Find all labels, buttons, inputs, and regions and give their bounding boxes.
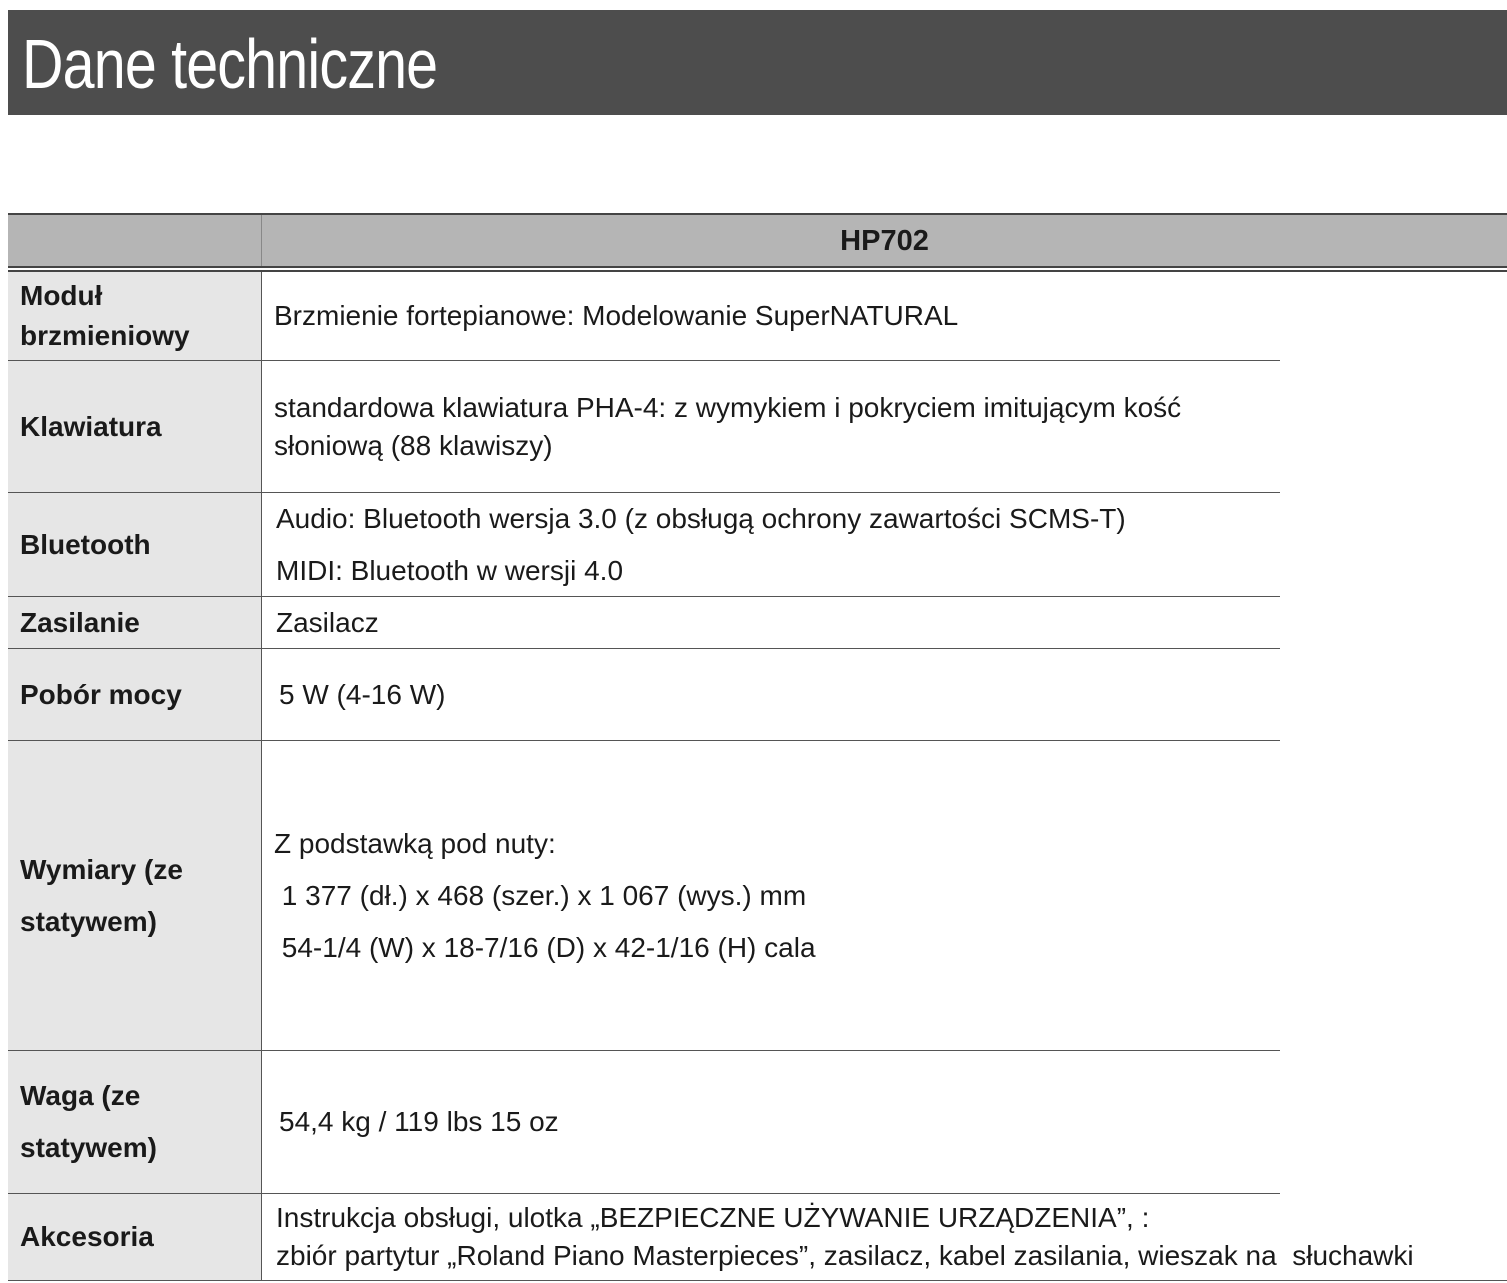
value-line: Z podstawką pod nuty: bbox=[274, 827, 556, 859]
value-line: 54,4 kg / 119 lbs 15 oz bbox=[279, 1106, 559, 1137]
row-label-cell bbox=[8, 1194, 262, 1280]
table-row bbox=[8, 493, 1280, 597]
value-line: 5 W (4-16 W) bbox=[279, 678, 446, 710]
row-value bbox=[274, 818, 816, 974]
value-line: słoniową (88 klawiszy) bbox=[274, 429, 553, 461]
row-value bbox=[279, 1096, 559, 1148]
model-name: HP702 bbox=[840, 225, 929, 257]
row-label-cell bbox=[8, 741, 262, 1050]
row-value bbox=[274, 290, 958, 342]
table-row bbox=[8, 741, 1280, 1051]
value-line: 54-1/4 (W) x 18-7/16 (D) x 42-1/16 (H) cala bbox=[274, 931, 816, 963]
row-label-cell bbox=[8, 493, 262, 596]
row-value bbox=[276, 597, 379, 649]
row-label: Pobór mocy bbox=[20, 678, 182, 710]
value-line: Instrukcja obsługi, ulotka „BEZPIECZNE UŻYWANIE URZĄDZENIA”, : bbox=[276, 1202, 1150, 1233]
row-label-cell bbox=[8, 1051, 262, 1193]
row-label-cell bbox=[8, 272, 262, 360]
value-line: standardowa klawiatura PHA-4: z wymykiem i pokryciem imitującym kość bbox=[274, 391, 1182, 423]
row-label: Zasilanie bbox=[20, 606, 140, 638]
row-label: Waga (ze statywem) bbox=[20, 1080, 157, 1163]
value-line: Audio: Bluetooth wersja 3.0 (z obsługą ochrony zawartości SCMS-T) bbox=[276, 502, 1126, 534]
row-label: Moduł brzmieniowy bbox=[20, 280, 190, 351]
table-row bbox=[8, 1051, 1280, 1194]
value-line: zbiór partytur „Roland Piano Masterpieces”, zasilacz, kabel zasilania, wieszak na słuchawki bbox=[276, 1240, 1414, 1271]
row-label-cell bbox=[8, 597, 262, 648]
table-row bbox=[8, 1194, 1507, 1281]
table-header bbox=[8, 213, 1507, 268]
page-title: Dane techniczne bbox=[22, 25, 438, 103]
title-bar bbox=[8, 10, 1507, 115]
row-label: Klawiatura bbox=[20, 410, 162, 442]
table-row bbox=[8, 361, 1280, 493]
row-value bbox=[276, 1199, 1414, 1275]
row-label-cell bbox=[8, 361, 262, 492]
value-line: MIDI: Bluetooth w wersji 4.0 bbox=[276, 554, 624, 586]
value-line: 1 377 (dł.) x 468 (szer.) x 1 067 (wys.) mm bbox=[274, 879, 807, 911]
row-value bbox=[274, 389, 1181, 465]
row-label-cell bbox=[8, 649, 262, 740]
table-row bbox=[8, 597, 1280, 649]
row-value bbox=[276, 493, 1126, 597]
row-label: Akcesoria bbox=[20, 1221, 154, 1252]
row-label: Wymiary (ze statywem) bbox=[20, 853, 183, 937]
row-label: Bluetooth bbox=[20, 528, 151, 560]
value-line: Zasilacz bbox=[276, 606, 379, 638]
table-row bbox=[8, 649, 1280, 741]
row-value bbox=[279, 669, 445, 721]
table-row bbox=[8, 272, 1280, 361]
value-line: Brzmienie fortepianowe: Modelowanie SuperNATURAL bbox=[274, 300, 959, 331]
